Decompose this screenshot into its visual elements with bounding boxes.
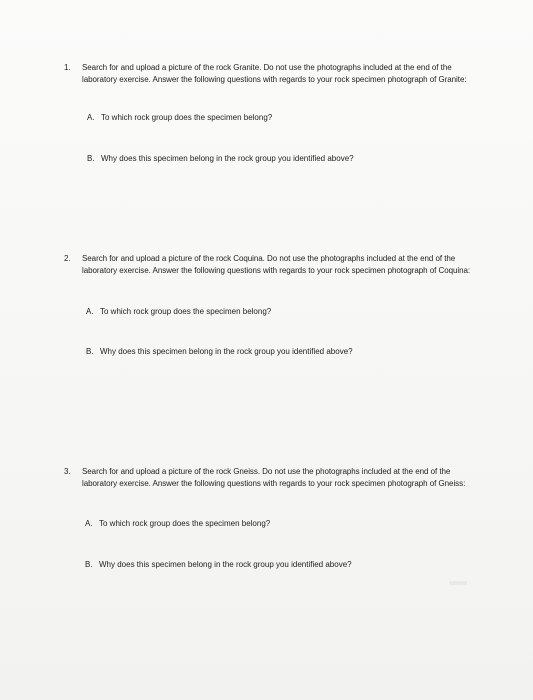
question-1-text: Search for and upload a picture of the rock Granite. Do not use the photographs included at the end of the laboratory exercise. Answer the following questions with regards to your rock specimen photograph of Granite:: [82, 63, 467, 84]
question-2-text: Search for and upload a picture of the rock Coquina. Do not use the photographs included at the end of the laboratory exercise. Answer the following questions with regards to your rock specimen photograph of Coquina:: [82, 254, 471, 275]
question-1-part-b-text: Why does this specimen belong in the rock group you identified above?: [101, 154, 354, 163]
question-2-part-a: [86, 306, 271, 317]
question-1-part-b-letter: B.: [87, 154, 95, 163]
question-2-number: 2.: [64, 254, 71, 263]
question-2-part-a-letter: A.: [86, 307, 94, 316]
question-3-part-b: [85, 559, 352, 570]
question-3-number: 3.: [64, 467, 71, 476]
question-1: [64, 62, 476, 85]
question-3-part-b-text: Why does this specimen belong in the rock group you identified above?: [99, 560, 352, 569]
question-2-part-b-letter: B.: [86, 347, 94, 356]
question-3-part-a-text: To which rock group does the specimen belong?: [99, 519, 271, 528]
question-2-part-b-text: Why does this specimen belong in the rock group you identified above?: [100, 347, 353, 356]
question-3-part-b-letter: B.: [85, 560, 93, 569]
question-3-part-a: [85, 518, 270, 529]
question-2-part-b: [86, 346, 353, 357]
question-1-part-a: [87, 112, 272, 123]
question-3-part-a-letter: A.: [85, 519, 93, 528]
scan-smudge: [449, 581, 467, 585]
question-2-part-a-text: To which rock group does the specimen belong?: [100, 307, 272, 316]
question-1-number: 1.: [64, 63, 71, 72]
question-1-part-a-letter: A.: [87, 113, 95, 122]
question-1-part-a-text: To which rock group does the specimen belong?: [101, 113, 273, 122]
question-3: [64, 466, 476, 489]
question-3-text: Search for and upload a picture of the rock Gneiss. Do not use the photographs included at the end of the laboratory exercise. Answer the following questions with regards to your rock specimen photograph of Gneiss:: [82, 467, 466, 488]
question-1-part-b: [87, 153, 354, 164]
question-2: [64, 253, 476, 276]
